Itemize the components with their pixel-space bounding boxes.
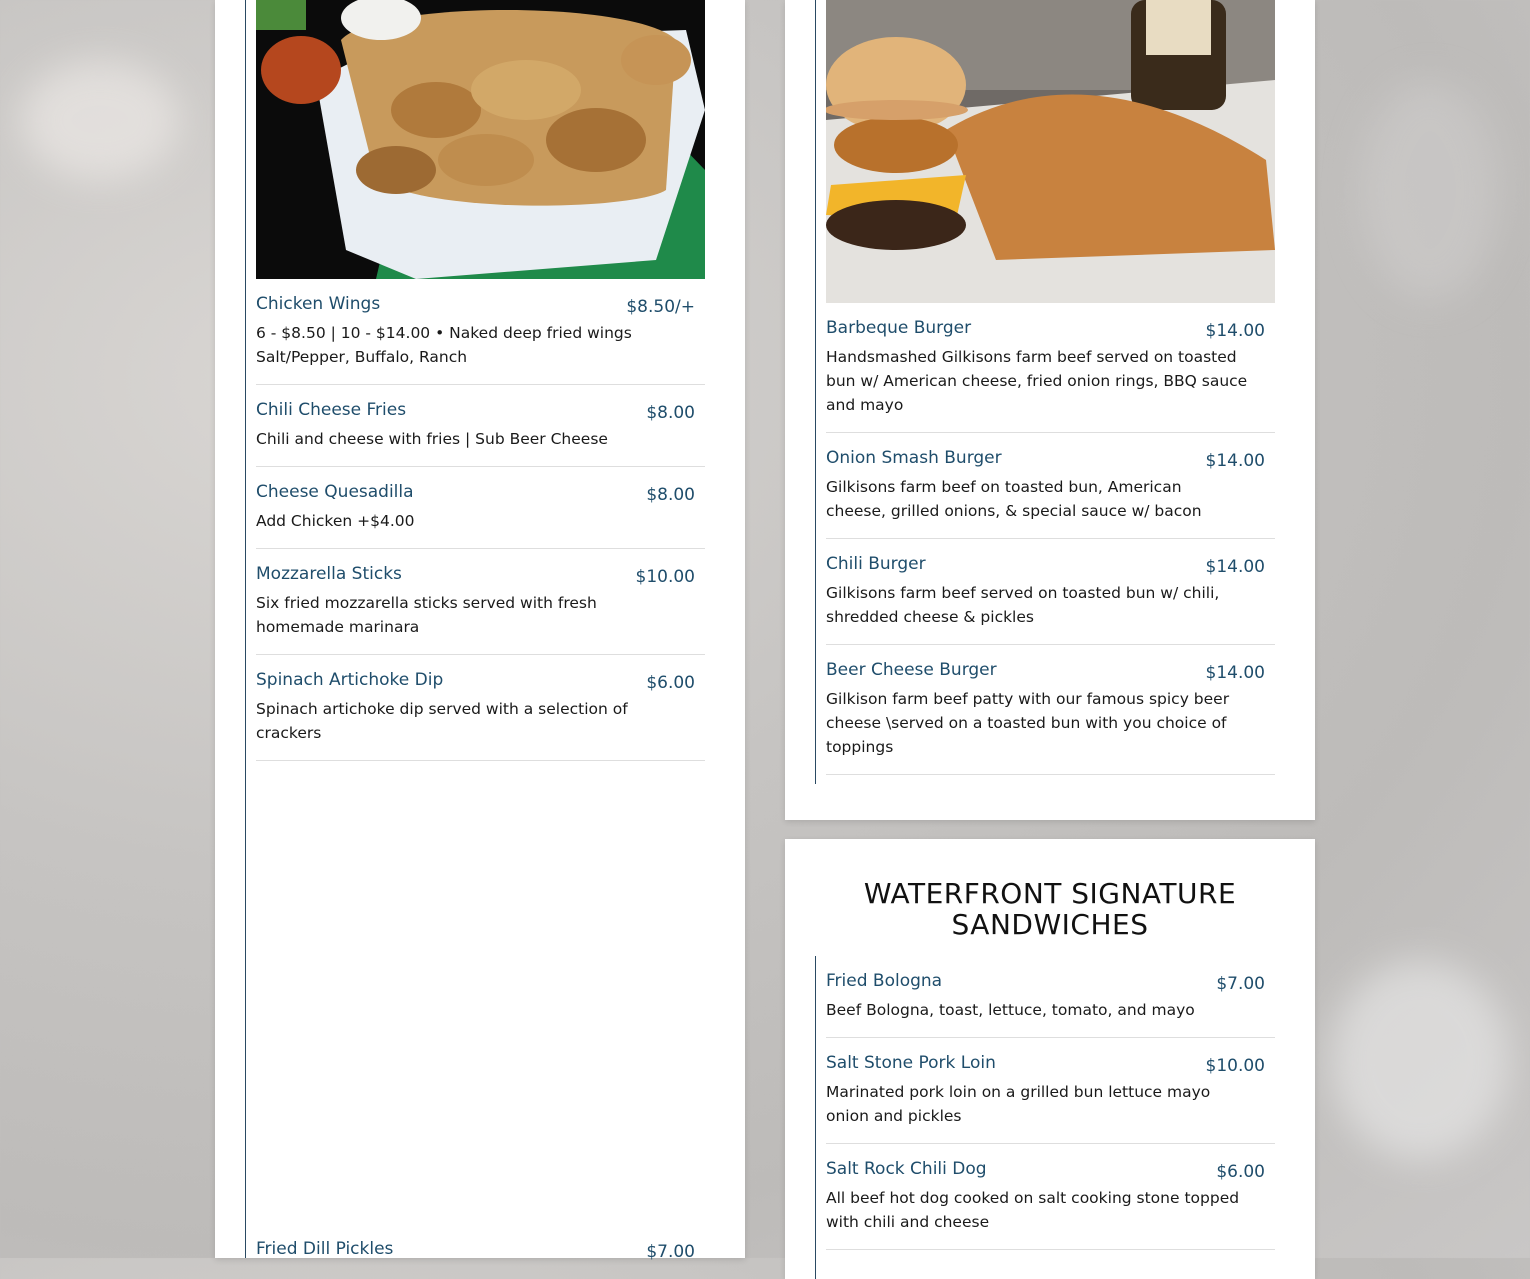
divider bbox=[256, 548, 705, 549]
item-price: $7.00 bbox=[1216, 974, 1265, 994]
item-price: $6.00 bbox=[1216, 1162, 1265, 1182]
section-rule bbox=[245, 0, 246, 1258]
item-name: Barbeque Burger bbox=[826, 318, 972, 338]
sandwiches-card bbox=[785, 839, 1315, 1279]
item-description: Six fried mozzarella sticks served with fresh homemade marinara bbox=[256, 594, 597, 636]
divider bbox=[826, 1037, 1275, 1038]
item-name: Mozzarella Sticks bbox=[256, 564, 402, 584]
item-description: All beef hot dog cooked on salt cooking stone topped with chili and cheese bbox=[826, 1189, 1240, 1231]
item-description: Add Chicken +$4.00 bbox=[256, 512, 415, 530]
item-description: Handsmashed Gilkisons farm beef served on toasted bun w/ American cheese, fried onion rings, BBQ sauce and mayo bbox=[826, 348, 1248, 414]
item-price: $10.00 bbox=[1205, 1056, 1265, 1076]
divider bbox=[256, 654, 705, 655]
item-description: Beef Bologna, toast, lettuce, tomato, and mayo bbox=[826, 1001, 1195, 1019]
divider bbox=[826, 644, 1275, 645]
divider bbox=[826, 432, 1275, 433]
item-name: Cheese Quesadilla bbox=[256, 482, 414, 502]
divider bbox=[826, 774, 1275, 775]
item-description: Gilkisons farm beef on toasted bun, American cheese, grilled onions, & special sauce w/ bacon bbox=[826, 478, 1202, 520]
item-price: $14.00 bbox=[1205, 451, 1265, 471]
item-name: Spinach Artichoke Dip bbox=[256, 670, 444, 690]
item-name: Chili Burger bbox=[826, 554, 926, 574]
item-name: Fried Dill Pickles bbox=[256, 1239, 394, 1259]
item-price: $8.00 bbox=[646, 403, 695, 423]
divider bbox=[826, 538, 1275, 539]
divider bbox=[826, 1143, 1275, 1144]
item-description: Gilkisons farm beef served on toasted bun w/ chili, shredded cheese & pickles bbox=[826, 584, 1220, 626]
item-description: Spinach artichoke dip served with a selection of crackers bbox=[256, 700, 628, 742]
divider bbox=[256, 384, 705, 385]
divider bbox=[256, 466, 705, 467]
item-name: Chicken Wings bbox=[256, 294, 381, 314]
item-name: Salt Rock Chili Dog bbox=[826, 1159, 987, 1179]
section-rule bbox=[815, 956, 816, 1279]
item-price: $10.00 bbox=[635, 567, 695, 587]
item-price: $14.00 bbox=[1205, 321, 1265, 341]
appetizers-card bbox=[215, 0, 745, 1262]
item-name: Onion Smash Burger bbox=[826, 448, 1002, 468]
item-name: Salt Stone Pork Loin bbox=[826, 1053, 996, 1073]
item-price: $6.00 bbox=[646, 673, 695, 693]
item-price: $14.00 bbox=[1205, 663, 1265, 683]
item-price: $8.00 bbox=[646, 485, 695, 505]
divider bbox=[256, 760, 705, 761]
item-description: Marinated pork loin on a grilled bun lettuce mayo onion and pickles bbox=[826, 1083, 1211, 1125]
section-title: WATERFRONT SIGNATURE SANDWICHES bbox=[863, 877, 1237, 941]
item-description: 6 - $8.50 | 10 - $14.00 • Naked deep fried wings Salt/Pepper, Buffalo, Ranch bbox=[256, 324, 632, 366]
item-price: $7.00 bbox=[646, 1242, 695, 1262]
item-description: Gilkison farm beef patty with our famous spicy beer cheese \served on a toasted bun with you choice of toppings bbox=[826, 690, 1230, 756]
item-name: Beer Cheese Burger bbox=[826, 660, 997, 680]
item-price: $14.00 bbox=[1205, 557, 1265, 577]
section-rule bbox=[815, 0, 816, 784]
burger-photo bbox=[826, 0, 1275, 303]
wings-photo bbox=[256, 0, 705, 279]
divider bbox=[826, 1249, 1275, 1250]
item-name: Chili Cheese Fries bbox=[256, 400, 407, 420]
item-name: Fried Bologna bbox=[826, 971, 943, 991]
burgers-card bbox=[785, 0, 1315, 820]
item-description: Chili and cheese with fries | Sub Beer Cheese bbox=[256, 430, 608, 448]
item-price: $8.50/+ bbox=[626, 297, 695, 317]
